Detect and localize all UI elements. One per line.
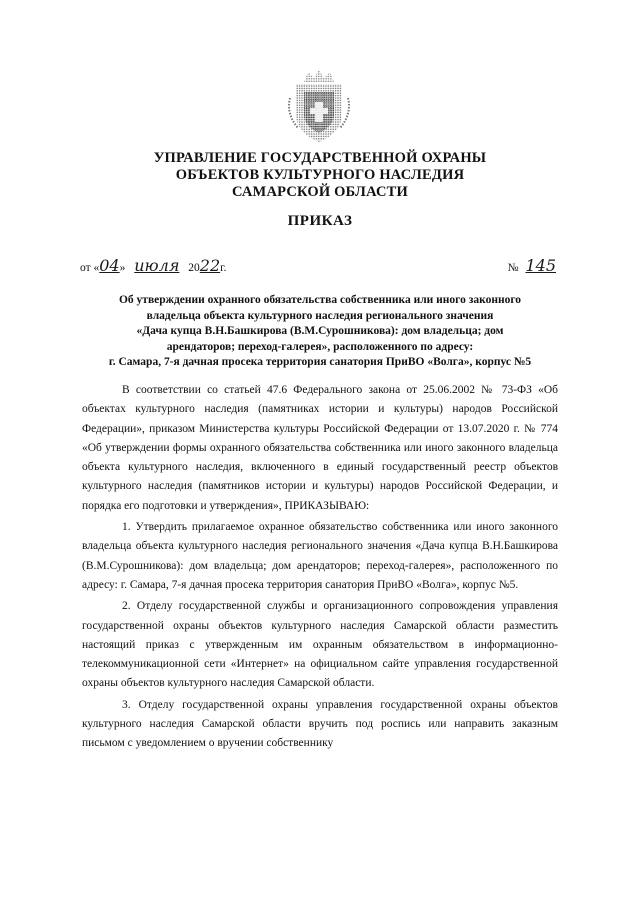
order-item-1: 1. Утвердить прилагаемое охранное обязательство собственника или иного законного владельца объекта культурного наследия регионального значения «Дача купца В.Н.Башкирова (В.М.Сурошникова): дом владельца; дом арендаторов; переход-галерея», расположенного по адресу: г. Самара, 7-я дачная просека территория санатория ПриВО «Волга», корпус №5. bbox=[82, 521, 558, 591]
date-year-handwritten: 22 bbox=[199, 256, 221, 275]
date-month-handwritten: июля bbox=[134, 256, 180, 275]
subject-line4: арендаторов; переход-галерея», расположенного по адресу: bbox=[166, 340, 474, 353]
order-subject bbox=[70, 293, 570, 371]
order-number bbox=[508, 256, 560, 275]
organization-title-line3: САМАРСКОЙ ОБЛАСТИ bbox=[231, 184, 409, 200]
number-prefix: № bbox=[507, 262, 519, 274]
date-prefix: от « bbox=[80, 262, 100, 274]
date-number-line bbox=[80, 246, 560, 274]
order-body bbox=[82, 381, 558, 754]
document-type-heading: ПРИКАЗ bbox=[287, 213, 353, 229]
subject-line5: г. Самара, 7-я дачная просека территория санатория ПриВО «Волга», корпус №5 bbox=[108, 356, 532, 369]
date-day-handwritten: 04 bbox=[99, 256, 120, 275]
subject-line2: владельца объекта культурного наследия регионального значения bbox=[146, 309, 494, 322]
date-suffix: г. bbox=[220, 262, 227, 274]
organization-title bbox=[60, 150, 580, 201]
order-item-2: 2. Отделу государственной службы и организационного сопровождения управления государственной охраны объектов культурного наследия Самарской области разместить настоящий приказ с утвержденным им охранным обязательством в информационно-телекоммуникационной сети «Интернет» на официальном сайте управления государственной охраны объектов культурного наследия Самарской области. bbox=[82, 600, 558, 690]
order-date bbox=[80, 256, 226, 275]
date-year-prefix: 20 bbox=[188, 262, 200, 274]
date-mid: » bbox=[119, 262, 126, 274]
subject-line3: «Дача купца В.Н.Башкирова (В.М.Сурошникова): дом владельца; дом bbox=[136, 325, 504, 338]
organization-title-line1: УПРАВЛЕНИЕ ГОСУДАРСТВЕННОЙ ОХРАНЫ bbox=[153, 150, 487, 166]
coat-of-arms-icon bbox=[284, 68, 354, 144]
preamble-paragraph: В соответствии со статьей 47.6 Федерального закона от 25.06.2002 № 73-ФЗ «Об объектах культурного наследия (памятниках истории и культуры) народов Российской Федерации», приказом Министерства культуры Российской Федерации от 13.07.2020 г. № 774 «Об утверждении формы охранного обязательства собственника или иного законного владельца объекта культурного наследия, включенного в единый государственный реестр объектов культурного наследия (памятников истории и культуры) народов Российской Федерации, и порядка его подготовки и утверждения», ПРИКАЗЫВАЮ: bbox=[82, 384, 558, 512]
organization-title-line2: ОБЪЕКТОВ КУЛЬТУРНОГО НАСЛЕДИЯ bbox=[175, 167, 465, 183]
order-item-3: 3. Отделу государственной охраны управления государственной охраны объектов культурного наследия Самарской области вручить под роспись или направить заказным письмом с уведомлением о вручении собственнику bbox=[82, 698, 558, 750]
order-number-handwritten: 145 bbox=[525, 256, 556, 275]
subject-line1: Об утверждении охранного обязательства собственника или иного законного bbox=[118, 294, 522, 306]
